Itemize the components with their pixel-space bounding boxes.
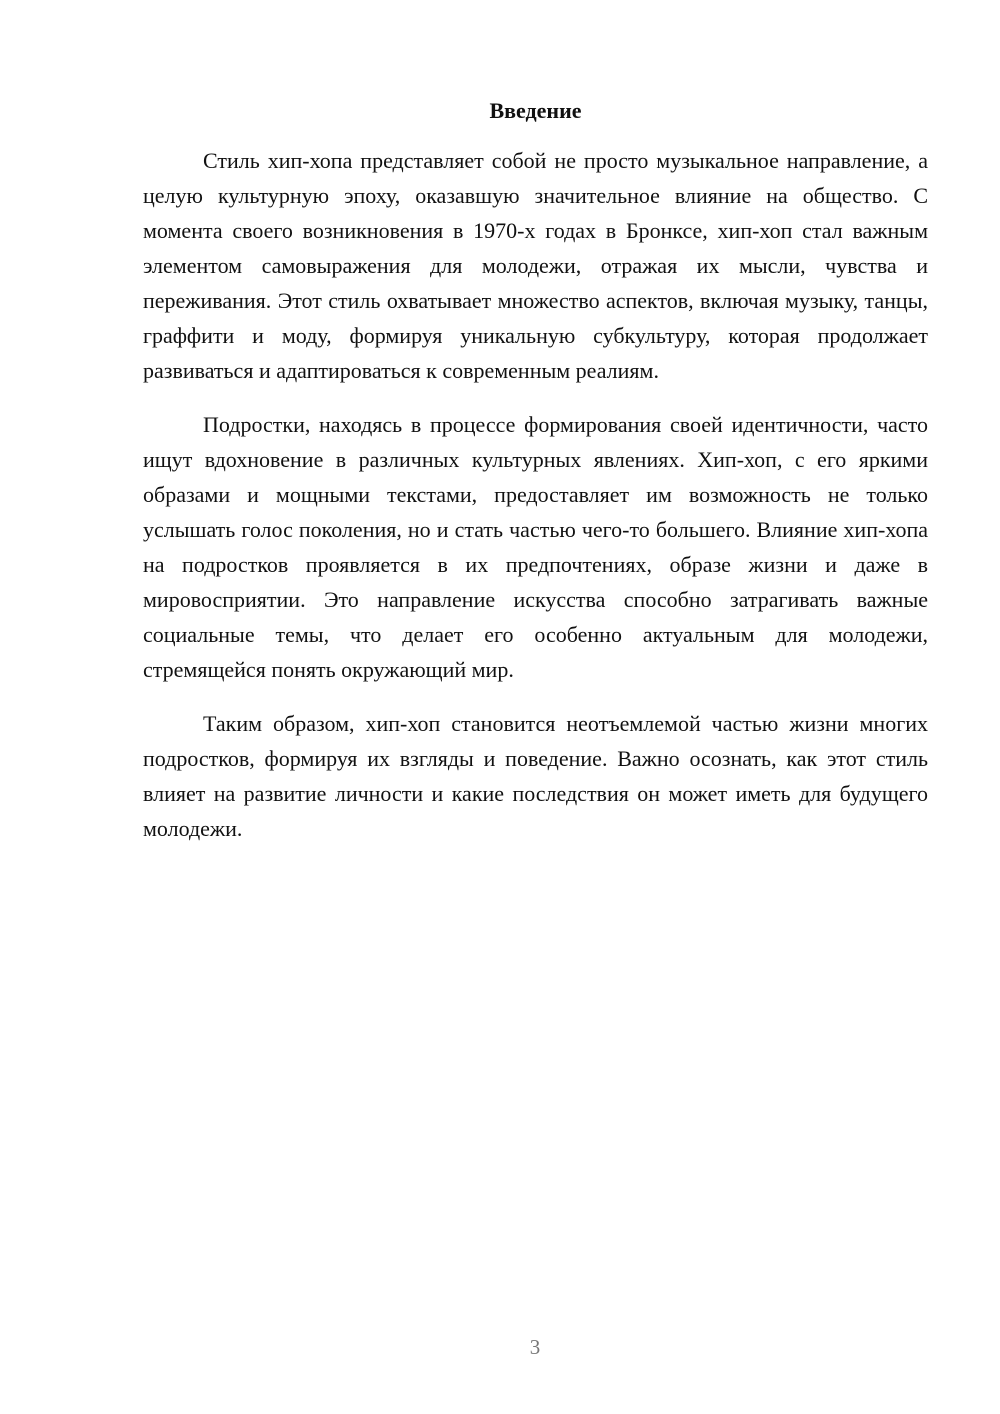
paragraph-1: Стиль хип-хопа представляет собой не просто музыкальное направление, а целую культурную эпоху, оказавшую значительное влияние на общество. С момента своего возникновения в 1970-х годах в Бронксе, хип-хоп стал важным элементом самовыражения для молодежи, отражая их мысли, чувства и переживания. Этот стиль охватывает множество аспектов, включая музыку, танцы, граффити и моду, формируя уникальную субкультуру, которая продолжает развиваться и адаптироваться к современным реалиям.: [143, 148, 928, 383]
page-content: [143, 95, 928, 865]
page-number: 3: [529, 1335, 541, 1359]
section-title: Введение: [489, 98, 582, 123]
paragraph-3: Таким образом, хип-хоп становится неотъемлемой частью жизни многих подростков, формируя их взгляды и поведение. Важно осознать, как этот стиль влияет на развитие личности и какие последствия он может иметь для будущего молодежи.: [143, 711, 928, 841]
paragraph-2: Подростки, находясь в процессе формирования своей идентичности, часто ищут вдохновение в различных культурных явлениях. Хип-хоп, с его яркими образами и мощными текстами, предоставляет им возможность не только услышать голос поколения, но и стать частью чего-то большего. Влияние хип-хопа на подростков проявляется в их предпочтениях, образе жизни и даже в мировосприятии. Это направление искусства способно затрагивать важные социальные темы, что делает его особенно актуальным для молодежи, стремящейся понять окружающий мир.: [143, 412, 928, 682]
